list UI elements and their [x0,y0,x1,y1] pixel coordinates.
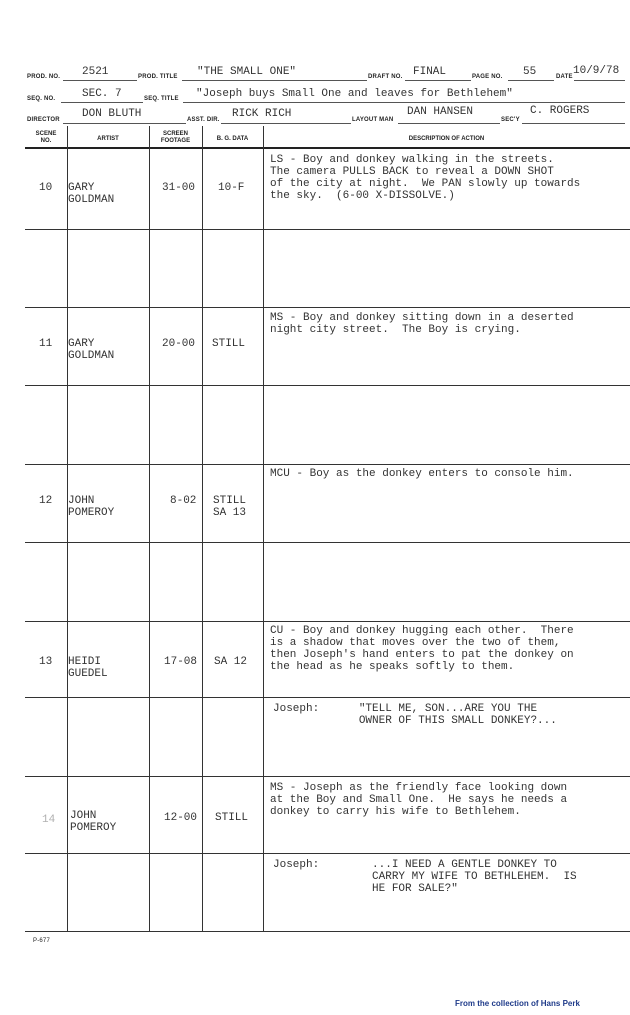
bg-data: SA 12 [214,656,248,668]
action-description: LS - Boy and donkey walking in the streets. The camera PULLS BACK to reveal a DOWN SHOT of the city at night. We PAN slowly up towards the sky. (6-00 X-DISSOLVE.) [270,154,581,202]
prod-title-label: PROD. TITLE [138,74,178,80]
col-artist: ARTIST [97,136,119,142]
director-label: DIRECTOR [27,117,60,123]
action-description: CU - Boy and donkey hugging each other. There is a shadow that moves over the two of them, then Joseph's hand enters to pat the donkey on the head as he speaks softly to them. [270,625,574,673]
seq-no-value: SEC. 7 [82,88,122,100]
seq-title-label: SEQ. TITLE [144,96,179,102]
draft-no-label: DRAFT NO. [368,74,403,80]
prod-no-value: 2521 [82,66,109,78]
screen-footage: 17-08 [164,656,198,668]
scene-number: 12 [39,495,53,507]
scene-number: 13 [39,656,53,668]
draft-no-value: FINAL [413,66,447,78]
artist-name: GARY GOLDMAN [68,338,115,362]
action-description: MCU - Boy as the donkey enters to console him. [270,468,574,480]
date-label: DATE [556,74,573,80]
secy-label: SEC'Y [501,117,520,123]
action-description: MS - Boy and donkey sitting down in a deserted night city street. The Boy is crying. [270,312,574,336]
screen-footage: 12-00 [164,812,198,824]
asst-dir-value: RICK RICH [232,108,292,120]
scene-number: 11 [39,338,53,350]
action-description: MS - Joseph as the friendly face looking down at the Boy and Small One. He says he needs a donkey to carry his wife to Bethlehem. [270,782,568,818]
director-value: DON BLUTH [82,108,142,120]
form-code: P-677 [33,938,51,944]
asst-dir-label: ASST. DIR. [187,117,220,123]
page-no-value: 55 [523,66,537,78]
col-description: DESCRIPTION OF ACTION [408,136,485,142]
prod-title-value: "THE SMALL ONE" [197,66,297,78]
col-scene-no: SCENE NO. [35,131,57,144]
col-bg-data: B. G. DATA [216,136,249,142]
screen-footage: 20-00 [162,338,196,350]
screen-footage: 8-02 [170,495,197,507]
collection-credit: From the collection of Hans Perk [455,999,580,1008]
artist-name: GARY GOLDMAN [68,182,115,206]
artist-name: JOHN POMEROY [68,495,115,519]
date-value: 10/9/78 [573,65,620,77]
bg-data: STILL [215,812,249,824]
layout-man-label: LAYOUT MAN [352,117,394,123]
seq-no-label: SEQ. NO. [27,96,56,102]
prod-no-label: PROD. NO. [27,74,61,80]
col-screen-footage: SCREEN FOOTAGE [160,131,191,144]
secy-value: C. ROGERS [530,105,590,117]
seq-title-value: "Joseph buys Small One and leaves for Bethlehem" [196,88,513,100]
screen-footage: 31-00 [162,182,196,194]
bg-data: STILL [212,338,246,350]
dialogue: Joseph: "TELL ME, SON...ARE YOU THE OWNER OF THIS SMALL DONKEY?... [273,703,557,727]
bg-data: 10-F [218,182,245,194]
dialogue: Joseph: ...I NEED A GENTLE DONKEY TO CARRY MY WIFE TO BETHLEHEM. IS HE FOR SALE?" [273,859,577,895]
artist-name: JOHN POMEROY [70,810,117,834]
bg-data: STILL SA 13 [213,495,247,519]
scene-number: 10 [39,182,53,194]
scene-number: 14 [42,814,56,826]
layout-man-value: DAN HANSEN [407,106,474,118]
breakdown-table [25,126,630,931]
artist-name: HEIDI GUEDEL [68,656,108,680]
page-no-label: PAGE NO. [472,74,503,80]
